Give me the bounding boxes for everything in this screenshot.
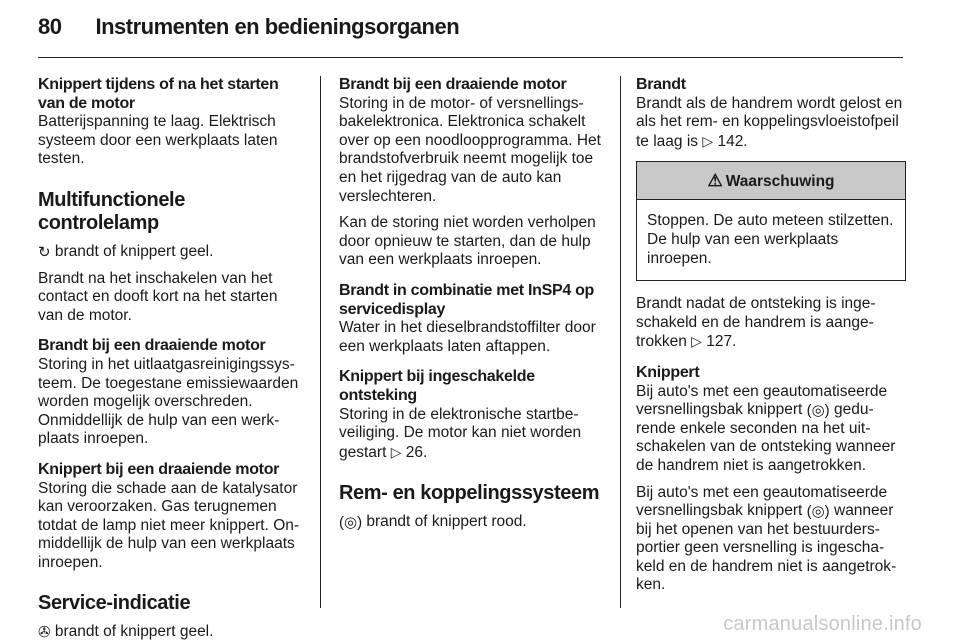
chapter-title: Instrumenten en bedieningsorganen	[95, 14, 460, 39]
section-blinks	[636, 364, 906, 476]
section-title: Brandt bij een draaiende motor	[38, 337, 266, 355]
section-title: Knippert	[636, 363, 700, 381]
warning-title: Waarschuwing	[725, 173, 835, 191]
multi-lamp-line	[38, 243, 304, 262]
wrench-icon: ✇	[38, 624, 51, 642]
section-text-part: Bij auto's met een geautomatiseerde versnellingsbak knippert	[636, 483, 888, 520]
brake-warning-icon: (◎)	[806, 402, 830, 420]
heading-brake-clutch: Rem- en koppelingssysteem	[339, 482, 600, 505]
section-text: Storing die schade aan de katalysator kan veroorzaken. Gas terugnemen totdat de lamp niet meer knippert. Onmiddellijk de hulp van een werkplaats inroepen.	[38, 479, 300, 571]
section-text-2	[636, 295, 906, 352]
service-line	[38, 623, 304, 642]
section-lit	[636, 76, 906, 151]
section-title: Knippert bij ingeschakelde ontsteking	[339, 368, 535, 404]
heading-multifunction-lamp: Multifunctionele controlelamp	[38, 188, 185, 234]
multi-lamp-line-text: brandt of knippert geel.	[50, 242, 214, 260]
page-number: 80	[38, 14, 62, 39]
brake-warning-icon: (◎)	[339, 514, 363, 532]
page-ref-icon: ▷	[702, 132, 714, 149]
column-3	[636, 76, 906, 595]
warning-header	[637, 162, 905, 200]
section-text-2: Kan de storing niet worden verholpen door opnieuw te starten, dan de hulp van een werkplaats inroepen.	[339, 214, 596, 269]
column-1	[38, 76, 304, 642]
warning-triangle-icon: ⚠	[707, 171, 723, 191]
section-blinks-after-start	[38, 76, 304, 169]
section-blinks-engine-running	[38, 461, 304, 573]
section-text-3	[636, 484, 906, 596]
section-text-body: Storing in de elektronische startbeveiliging. De motor kan niet worden gestart	[339, 405, 582, 461]
brake-line-text: brandt of knippert rood.	[362, 513, 527, 531]
page-ref-number: 26.	[401, 443, 428, 461]
page-ref-icon: ▷	[691, 333, 702, 350]
page-ref-number: 142.	[713, 132, 748, 150]
section-title: Brandt in combinatie met InSP4 op servicedisplay	[339, 281, 595, 318]
section-text: Water in het dieselbrandstoffilter door een werkplaats laten aftappen.	[339, 319, 596, 355]
section-text-body: Brandt nadat de ontsteking is ingeschakeld en de handrem is aangetrokken	[636, 295, 876, 351]
multi-lamp-text: Brandt na het inschakelen van het contact en dooft kort na het starten van de motor.	[38, 269, 278, 324]
heading-service-indicator: Service-indicatie	[38, 592, 191, 615]
section-text	[636, 95, 906, 152]
page-ref-number: 127.	[701, 333, 737, 351]
section-title: Knippert tijdens of na het starten van de motor	[38, 76, 279, 112]
section-text: Batterijspanning te laag. Elektrisch systeem door een werkplaats laten testen.	[38, 113, 278, 168]
service-line-text: brandt of knippert geel.	[50, 623, 214, 641]
column-divider-2	[620, 76, 621, 608]
section-lit-engine-running	[38, 337, 304, 449]
section-insp4	[339, 282, 607, 356]
page-ref-icon: ▷	[390, 443, 402, 460]
warning-box	[636, 161, 906, 281]
header-rule	[38, 57, 903, 58]
section-title: Brandt	[636, 76, 686, 93]
section-text-part: gedurende enkele seconden na het uitschakelen van de ontsteking wanneer de handrem niet is aangetrokken.	[636, 401, 896, 474]
brake-warning-icon: (◎)	[806, 503, 830, 521]
page-header	[38, 14, 922, 52]
section-text-part: wanneer bij het openen van het bestuurdersportier geen versnelling is ingeschakeld en de handrem niet is aangetrokken.	[636, 502, 897, 594]
section-text	[636, 383, 906, 476]
brake-line	[339, 513, 607, 532]
section-text: Storing in het uitlaatgasreinigingssysteem. De toegestane emissiewaarden worden mogelijk overschreden. Onmiddellijk de hulp van een werkplaats inroepen.	[38, 355, 299, 448]
section-text	[339, 406, 607, 463]
section-text-body: Brandt als de handrem wordt gelost en als het rem- en koppelingsvloeistofpeil te laag is	[636, 94, 903, 150]
section-title: Brandt bij een draaiende motor	[339, 76, 567, 93]
engine-check-icon: ↻	[38, 243, 51, 261]
warning-text: Stoppen. De auto meteen stilzetten. De hulp van een werkplaats inroepen.	[647, 212, 894, 267]
section-text-part: Bij auto's met een geautomatiseerde versnellingsbak knippert	[636, 382, 888, 419]
section-lit-engine-running-2	[339, 76, 607, 206]
section-title: Knippert bij een draaiende motor	[38, 460, 280, 478]
column-2	[339, 76, 607, 532]
section-text: Storing in de motor- of versnellingsbakelektronica. Elektronica schakelt over op een noodloopprogramma. Het brandstofverbruik neemt mogelijk toe en het rijgedrag van de auto kan verslechteren.	[339, 94, 601, 205]
section-blinks-ignition	[339, 368, 607, 462]
watermark: carmanualsonline.info	[723, 613, 922, 635]
column-divider-1	[320, 76, 321, 608]
